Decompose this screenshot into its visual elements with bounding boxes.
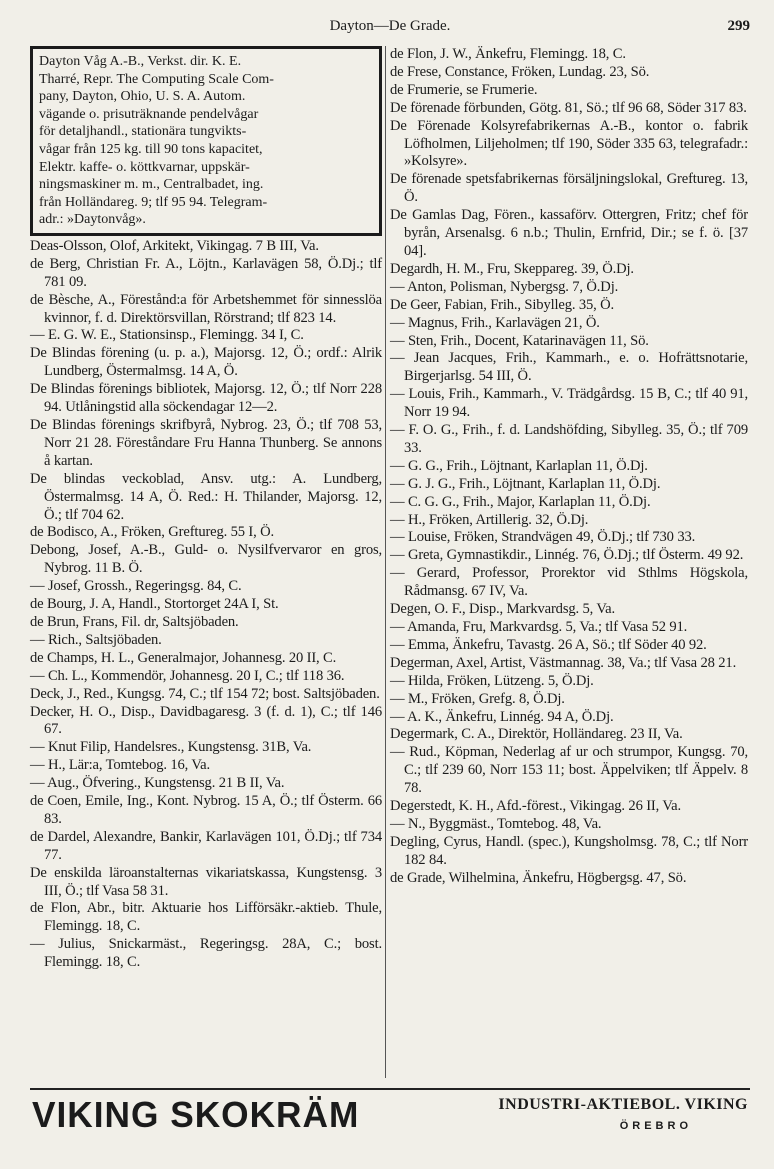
directory-entry: — Rud., Köpman, Nederlag af ur och strumpor, Kungsg. 70, C.; tlf 239 60, Norr 153 11; bost. Äppelviken; tlf Äppelv. 8 78. [390,744,748,797]
directory-entry: Degardh, H. M., Fru, Skeppareg. 39, Ö.Dj. [390,260,634,277]
footer-advert [30,1088,750,1140]
directory-entry: — Anton, Polisman, Nybergsg. 7, Ö.Dj. [390,278,619,295]
advert-line: adr.: »Daytonvåg». [39,212,146,228]
directory-entry: — Amanda, Fru, Markvardsg. 5, Va.; tlf Vasa 52 91. [390,619,688,635]
directory-entry: de Frese, Constance, Fröken, Lundag. 23, Sö. [390,63,650,80]
directory-entry: de Dardel, Alexandre, Bankir, Karlavägen 101, Ö.Dj.; tlf 734 77. [30,828,382,863]
company-name: INDUSTRI-AKTIEBOL. VIKING [498,1096,748,1113]
running-title: Dayton—De Grade. [329,18,451,34]
advert-line: vägande o. prisuträknande pendelvågar [39,106,259,122]
directory-entry: — Rich., Saltsjöbaden. [30,631,162,648]
directory-entry: De förenade spetsfabrikernas försäljningslokal, Greftureg. 13, Ö. [390,171,748,206]
directory-entry: De Blindas förenings skrifbyrå, Nybrog. 23, Ö.; tlf 708 53, Norr 21 28. Föreståndare Fru Hanna Thunberg. Se annons å kartan. [30,417,382,469]
page-header [30,18,750,40]
directory-entry: De Blindas förening (u. p. a.), Majorsg. 12, Ö.; ordf.: Alrik Lundberg, Östermalmsg. 14 A, Ö. [30,345,382,380]
directory-entry: de Flon, Abr., bitr. Aktuarie hos Lifförsäkr.-aktieb. Thule, Flemingg. 18, C. [30,900,382,935]
directory-entry: De Förenade Kolsyrefabrikernas A.-B., kontor o. fabrik Löfholmen, Liljeholmen; tlf 190, Söder 335 63, telegrafadr.: »Kolsyre». [390,117,748,170]
directory-entry: — C. G. G., Frih., Major, Karlaplan 11, Ö.Dj. [390,493,651,510]
directory-entry: — A. K., Änkefru, Linnég. 94 A, Ö.Dj. [390,708,614,725]
directory-entry: Degermark, C. A., Direktör, Holländareg. 23 II, Va. [390,726,683,743]
directory-entry: — M., Fröken, Grefg. 8, Ö.Dj. [390,690,565,707]
dayton-advert-box [30,46,382,236]
company-city: ÖREBRO [619,1120,692,1132]
directory-entry: de Champs, H. L., Generalmajor, Johannesg. 20 II, C. [30,649,337,666]
directory-entry: — G. J. G., Frih., Löjtnant, Karlaplan 11, Ö.Dj. [390,475,661,492]
directory-entry: — H., Lär:a, Tomtebog. 16, Va. [30,757,210,774]
directory-entry: — Aug., Öfvering., Kungstensg. 21 B II, Va. [30,775,285,792]
viking-brand-logo: VIKING SKOKRÄM [32,1094,360,1135]
directory-entry: de Bourg, J. A, Handl., Stortorget 24A I, St. [30,596,279,613]
directory-entry: — G. G., Frih., Löjtnant, Karlaplan 11, Ö.Dj. [390,457,648,474]
directory-entry: de Coen, Emile, Ing., Kont. Nybrog. 15 A, Ö.; tlf Österm. 66 83. [30,793,382,827]
directory-entry: — E. G. W. E., Stationsinsp., Flemingg. 34 I, C. [30,327,304,344]
directory-entry: Degling, Cyrus, Handl. (spec.), Kungsholmsg. 78, C.; tlf Norr 182 84. [390,833,748,868]
advert-line: Elektr. kaffe- o. köttkvarnar, uppskär- [39,159,250,175]
directory-entry: De enskilda läroanstalternas vikariatskassa, Kungstensg. 3 III, Ö.; tlf Vasa 58 31. [30,864,382,899]
directory-entry: — Knut Filip, Handelsres., Kungstensg. 31B, Va. [30,739,312,756]
directory-entry: Degerstedt, K. H., Afd.-förest., Vikingag. 26 II, Va. [390,798,681,815]
directory-entry: — Sten, Frih., Docent, Katarinavägen 11, Sö. [390,332,649,349]
advert-line: för detaljhandl., stationära tungvikts- [39,124,247,140]
directory-entry: — Hilda, Fröken, Lützeng. 5, Ö.Dj. [390,672,594,689]
directory-entry: De Gamlas Dag, Fören., kassaförv. Ottergren, Fritz; chef för byrån, Arsenalsg. 6 n.b.; Thulin, Ernfrid, Dir.; se f. ö. [37 04]. [390,207,748,259]
advert-line: ningsmaskiner m. m., Centralbadet, ing. [39,177,264,193]
right-column [390,46,748,888]
directory-entry: Deas-Olsson, Olof, Arkitekt, Vikingag. 7 B III, Va. [30,237,319,254]
directory-entry: Degen, O. F., Disp., Markvardsg. 5, Va. [390,601,615,618]
advert-line: pany, Dayton, Ohio, U. S. A. Autom. [39,89,246,105]
directory-entry: Degerman, Axel, Artist, Västmannag. 38, Va.; tlf Vasa 28 21. [390,654,737,671]
directory-entry: — N., Byggmäst., Tomtebog. 48, Va. [390,815,602,832]
directory-entry: — Louise, Fröken, Strandvägen 49, Ö.Dj.; tlf 730 33. [390,529,696,546]
left-column [30,46,382,972]
page-number: 299 [727,18,750,34]
directory-entry: — Louis, Frih., Kammarh., V. Trädgårdsg. 15 B, C.; tlf 40 91, Norr 19 94. [390,386,748,421]
advert-line: Dayton Våg A.-B., Verkst. dir. K. E. [39,54,242,69]
directory-entry: de Bodisco, A., Fröken, Greftureg. 55 I, Ö. [30,524,275,541]
directory-entry: — Josef, Grossh., Regeringsg. 84, C. [30,578,242,595]
directory-entry: Deck, J., Red., Kungsg. 74, C.; tlf 154 72; bost. Saltsjöbaden. [30,685,380,702]
directory-entry: — Julius, Snickarmäst., Regeringsg. 28A, C.; bost. Flemingg. 18, C. [30,936,382,971]
directory-entry: — Emma, Änkefru, Tavastg. 26 A, Sö.; tlf Söder 40 92. [390,636,707,653]
directory-entry: de Brun, Frans, Fil. dr, Saltsjöbaden. [30,613,239,630]
directory-entry: de Frumerie, se Frumerie. [390,81,538,98]
directory-entry: de Berg, Christian Fr. A., Löjtn., Karlavägen 58, Ö.Dj.; tlf 781 09. [30,255,382,290]
directory-entry: De förenade förbunden, Götg. 81, Sö.; tlf 96 68, Söder 317 83. [390,99,747,116]
advert-line: Tharré, Repr. The Computing Scale Com- [39,71,274,87]
directory-entry: Decker, H. O., Disp., Davidbagaresg. 3 (f. d. 1), C.; tlf 146 67. [30,703,382,738]
directory-entry: De Blindas förenings bibliotek, Majorsg. 12, Ö.; tlf Norr 228 94. Utlåningstid alla söckendagar 12—2. [30,381,382,416]
directory-entry: De Geer, Fabian, Frih., Sibylleg. 35, Ö. [390,296,615,313]
directory-entry: Debong, Josef, A.-B., Guld- o. Nysilfvervaror en gros, Nybrog. 11 B. Ö. [30,542,382,577]
directory-entry: — Magnus, Frih., Karlavägen 21, Ö. [390,314,600,331]
directory-entry: — Gerard, Professor, Prorektor vid Sthlms Högskola, Rådmansg. 67 IV, Va. [390,565,748,600]
directory-entry: — H., Fröken, Artillerig. 32, Ö.Dj. [390,511,589,528]
directory-entry: de Grade, Wilhelmina, Änkefru, Högbergsg. 47, Sö. [390,869,687,886]
advert-line: från Holländareg. 9; tlf 95 94. Telegram- [39,194,268,210]
advert-line: vågar från 125 kg. till 90 tons kapacitet, [39,141,263,157]
directory-entry: — Greta, Gymnastikdir., Linnég. 76, Ö.Dj.; tlf Österm. 49 92. [390,547,744,564]
directory-entry: De blindas veckoblad, Ansv. utg.: A. Lundberg, Östermalmsg. 14 A, Ö. Red.: H. Thilander, Majorsg. 12, Ö.; tlf 704 62. [30,470,382,523]
directory-entry: — F. O. G., Frih., f. d. Landshöfding, Sibylleg. 35, Ö.; tlf 709 33. [390,422,748,456]
directory-entry: de Bèsche, A., Förestånd:a för Arbetshemmet för sinnesslöa kvinnor, f. d. Direktörsvillan, Rörstrand; tlf 823 14. [30,291,382,326]
directory-entry: — Jean Jacques, Frih., Kammarh., e. o. Hofrättsnotarie, Birgerjarlsg. 54 III, Ö. [390,350,748,385]
directory-entry: — Ch. L., Kommendör, Johannesg. 20 I, C.; tlf 118 36. [30,667,345,684]
directory-entry: de Flon, J. W., Änkefru, Flemingg. 18, C. [390,46,626,62]
